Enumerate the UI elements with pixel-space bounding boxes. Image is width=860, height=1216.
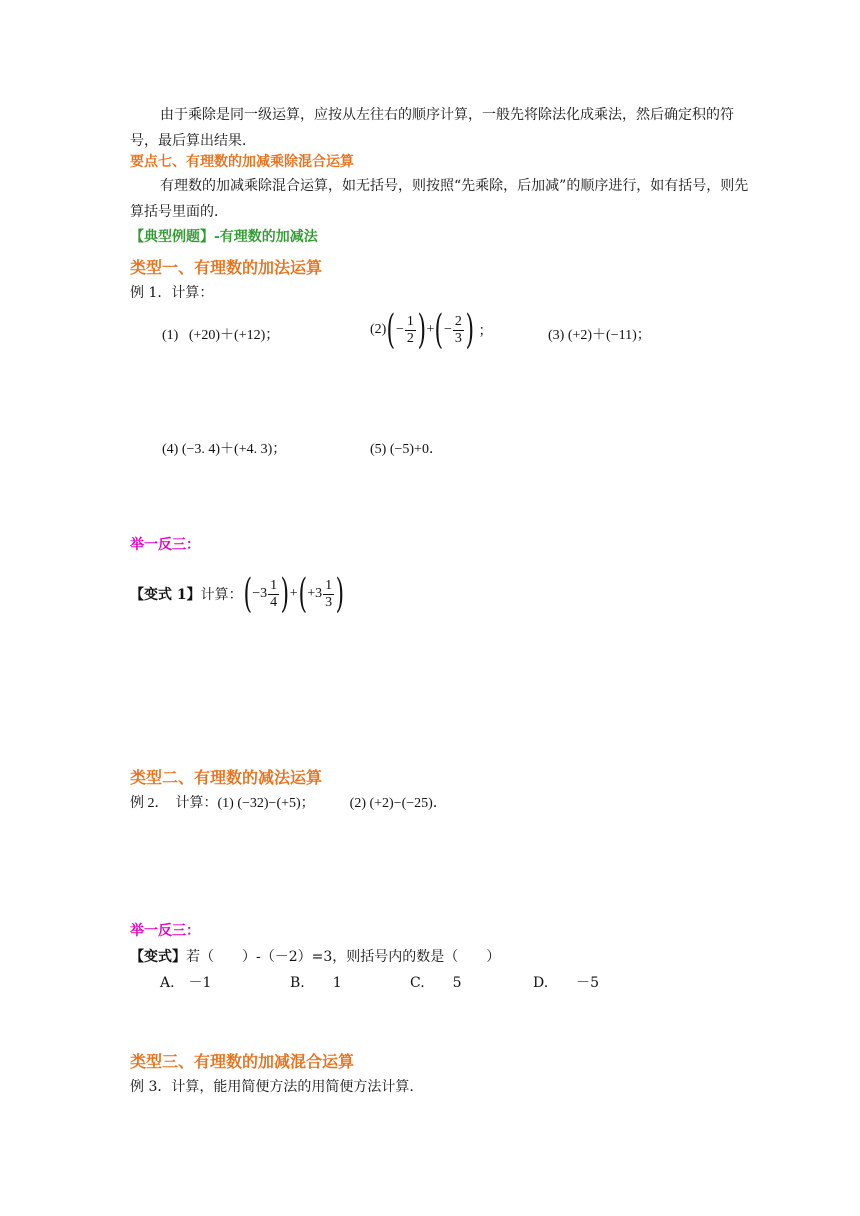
examples-heading: 【典型例题】-有理数的加减法 (130, 229, 318, 245)
section-heading-7: 要点七、有理数的加减乘除混合运算 (130, 154, 354, 170)
fraction-one-half (405, 314, 416, 347)
variant-1-expression (243, 571, 345, 617)
problem-1 (162, 324, 279, 344)
option-b: B. 1 (290, 975, 342, 991)
variant-1-label: 【变式 1】 (130, 587, 201, 603)
intro-paragraph-1: 由于乘除是同一级运算，应按从左往右的顺序计算，一般先将除法化成乘法，然后确定积的符号，最后算出结果． (130, 107, 734, 149)
plus-sign: + (426, 322, 435, 337)
left-paren: ( (434, 307, 444, 353)
example2: 例 2． 计算：(1) (−32)−(+5)； (2) (+2)−(−25)． (130, 796, 447, 811)
fraction-numerator: 1 (270, 577, 278, 593)
right-paren: ) (280, 571, 290, 617)
problem-2-sign-b: − (443, 322, 452, 337)
mixed-whole-b: +3 (307, 586, 323, 601)
fraction-denominator: 3 (325, 594, 333, 610)
intro-paragraph-2: 有理数的加减乘除混合运算，如无括号，则按照“先乘除，后加减”的顺序进行，如有括号，则先算括号里面的． (130, 178, 749, 220)
example3: 例 3．计算，能用简便方法的用简便方法计算. (130, 1079, 414, 1095)
option-d: D. －5 (533, 975, 600, 991)
problem-5: (5) (−5)+0． (370, 442, 443, 457)
problem-2-label: (2) (370, 322, 387, 337)
semicolon: ； (478, 324, 493, 339)
fraction-numerator: 1 (325, 577, 333, 593)
option-c: C. 5 (410, 975, 462, 991)
fraction-one-third (323, 578, 334, 611)
right-paren: ) (335, 571, 345, 617)
practice-label-1: 举一反三： (130, 537, 200, 553)
left-paren: ( (386, 307, 396, 353)
fraction-one-quarter (268, 578, 279, 611)
right-paren: ) (417, 307, 426, 353)
mixed-whole-a: −3 (252, 586, 268, 601)
problem-1-expression: (+20)＋(+12)； (188, 328, 280, 343)
fraction-denominator: 4 (270, 594, 278, 610)
left-paren: ( (298, 571, 307, 617)
problem-3: (3) (+2)＋(−11)； (548, 328, 651, 343)
type2-title: 类型二、有理数的减法运算 (130, 768, 323, 787)
left-paren: ( (243, 571, 252, 617)
variant-1 (130, 571, 345, 617)
example1-label: 例 1．计算： (130, 285, 214, 301)
type1-title: 类型一、有理数的加法运算 (130, 258, 323, 277)
problem-2-sign-a: − (395, 322, 404, 337)
practice-label-2: 举一反三： (130, 923, 200, 939)
problem-2 (370, 307, 493, 353)
type3-title: 类型三、有理数的加减混合运算 (130, 1052, 355, 1071)
fraction-denominator: 3 (454, 330, 462, 346)
variant-2-text: 若（ ）-（－2）=3，则括号内的数是（ ） (186, 949, 501, 965)
right-paren: ) (465, 307, 474, 353)
variant-1-text: 计算： (200, 587, 243, 603)
fraction-two-thirds (453, 314, 464, 347)
problem-1-label: (1) (162, 328, 179, 343)
plus-sign: + (289, 586, 298, 601)
variant-2 (130, 946, 500, 966)
fraction-numerator: 2 (454, 313, 462, 329)
problem-4: (4) (−3. 4)＋(+4. 3)； (162, 442, 287, 457)
option-a: A. －1 (160, 975, 212, 991)
variant-2-label: 【变式】 (130, 949, 186, 965)
fraction-denominator: 2 (406, 330, 414, 346)
fraction-numerator: 1 (406, 313, 414, 329)
